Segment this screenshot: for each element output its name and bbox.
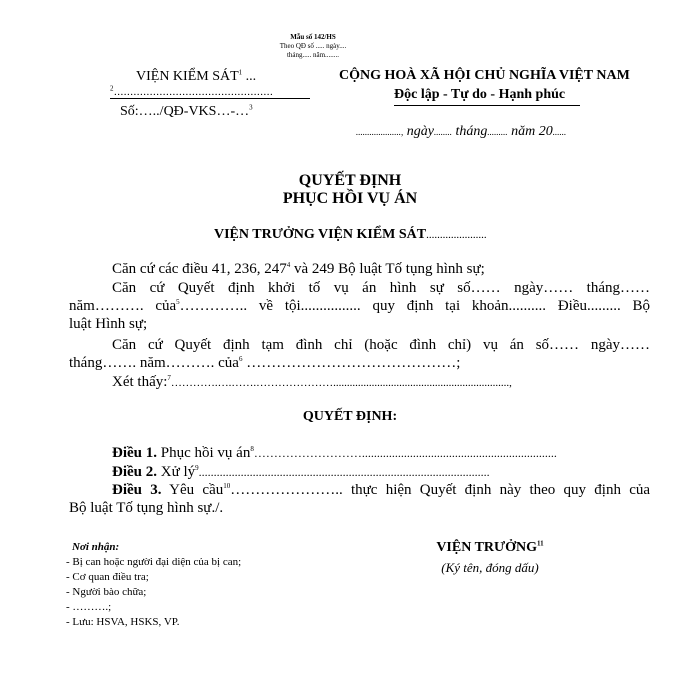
recipients-heading: Nơi nhận: (72, 541, 120, 553)
footnote-ref: 6 (238, 355, 243, 363)
form-decision-ref: Theo QĐ số ..... ngày.... (279, 42, 347, 50)
ground-article-refs: Căn cứ các điều 41, 236, $247^4$ và 249 Bộ luật Tố tụng hình sự; (112, 261, 485, 277)
national-motto: Độc lập - Tự do - Hạnh phúc (394, 87, 566, 102)
document-number: Số:…../QĐ-VKS…-…$^3$ (120, 103, 253, 119)
footnote-ref: 10 (223, 482, 231, 490)
ground-suspension-decision-line2: tháng……. năm………. của$^6$ ……………………………………; (69, 355, 461, 371)
form-reference (248, 33, 378, 60)
document-subtitle: PHỤC HỒI VỤ ÁN (282, 190, 418, 207)
article-1: Điều 1. Phục hồi vụ $án^8\dots\dots\dots\dots\dots\dots\dots\dots\dots$................................................................. (112, 445, 557, 461)
decision-heading: QUYẾT ĐỊNH: (302, 409, 398, 424)
form-number: Mẫu số 142/HS (290, 33, 336, 41)
signature-block (400, 540, 580, 576)
footnote-ref: 4 (286, 261, 291, 269)
recipient-item: - Người bào chữa; (66, 586, 147, 598)
issuing-authority: VIỆN TRƯỞNG VIỆN KIỂM SÁT...................... (214, 227, 487, 242)
ground-prosecution-decision-line3: luật Hình sự; (69, 316, 148, 332)
recipient-item: - Bị can hoặc người đại diện của bị can; (66, 556, 242, 568)
ground-prosecution-decision-line2: năm………. của$^5$………….. về tội................ quy định tại khoản.......... Điều......... Bộ (69, 298, 650, 314)
signer-title: VIỆN TRƯỞNG$^{11}$ (436, 539, 544, 555)
footnote-ref: 8 (250, 445, 254, 453)
recipient-item: - Lưu: HSVA, HSKS, VP. (66, 616, 180, 628)
footnote-ref: 3 (249, 103, 253, 112)
form-date-ref: tháng..... năm........ (286, 51, 340, 59)
ground-suspension-decision-line1: Căn cứ Quyết định tạm đình chỉ (hoặc đình chỉ) vụ án số…… ngày…… (112, 337, 650, 353)
ground-consideration: Xét thấy:$^7$………….….…….…………………................................................................, (112, 374, 512, 390)
sub-agency-line: $^2$................................................. (110, 86, 310, 99)
footnote-ref: 9 (195, 464, 199, 472)
national-title: CỘNG HOÀ XÃ HỘI CHỦ NGHĨA VIỆT NAM (339, 68, 630, 83)
date-line: ...................., ngày........ tháng......... năm 20...... (356, 124, 567, 139)
footnote-ref: 5 (176, 298, 180, 306)
article-2: Điều 2. Xử $lý^9$................................................................................................. (112, 464, 490, 480)
footnote-ref: 7 (167, 374, 171, 382)
article-3-line1: Điều 3. Yêu cầu$^{10}$………………….. thực hiện Quyết định này theo quy định của (112, 482, 651, 498)
motto-underline (394, 105, 580, 106)
recipient-item: - ……….; (66, 601, 112, 613)
agency-name: VIỆN KIỂM SÁT$^1$ ... (136, 68, 257, 84)
signature-note: (Ký tên, đóng dấu) (441, 560, 539, 575)
recipient-item: - Cơ quan điều tra; (66, 571, 149, 583)
recipients-block (66, 540, 241, 630)
footnote-ref: 2 (110, 84, 114, 93)
article-3-line2: Bộ luật Tố tụng hình sự./. (69, 500, 224, 516)
footnote-ref: 11 (537, 539, 544, 548)
ground-prosecution-decision-line1: Căn cứ Quyết định khởi tố vụ án hình sự số…… ngày…… tháng…… (112, 280, 650, 296)
footnote-ref: 1 (238, 68, 243, 77)
document-title: QUYẾT ĐỊNH (298, 172, 402, 189)
